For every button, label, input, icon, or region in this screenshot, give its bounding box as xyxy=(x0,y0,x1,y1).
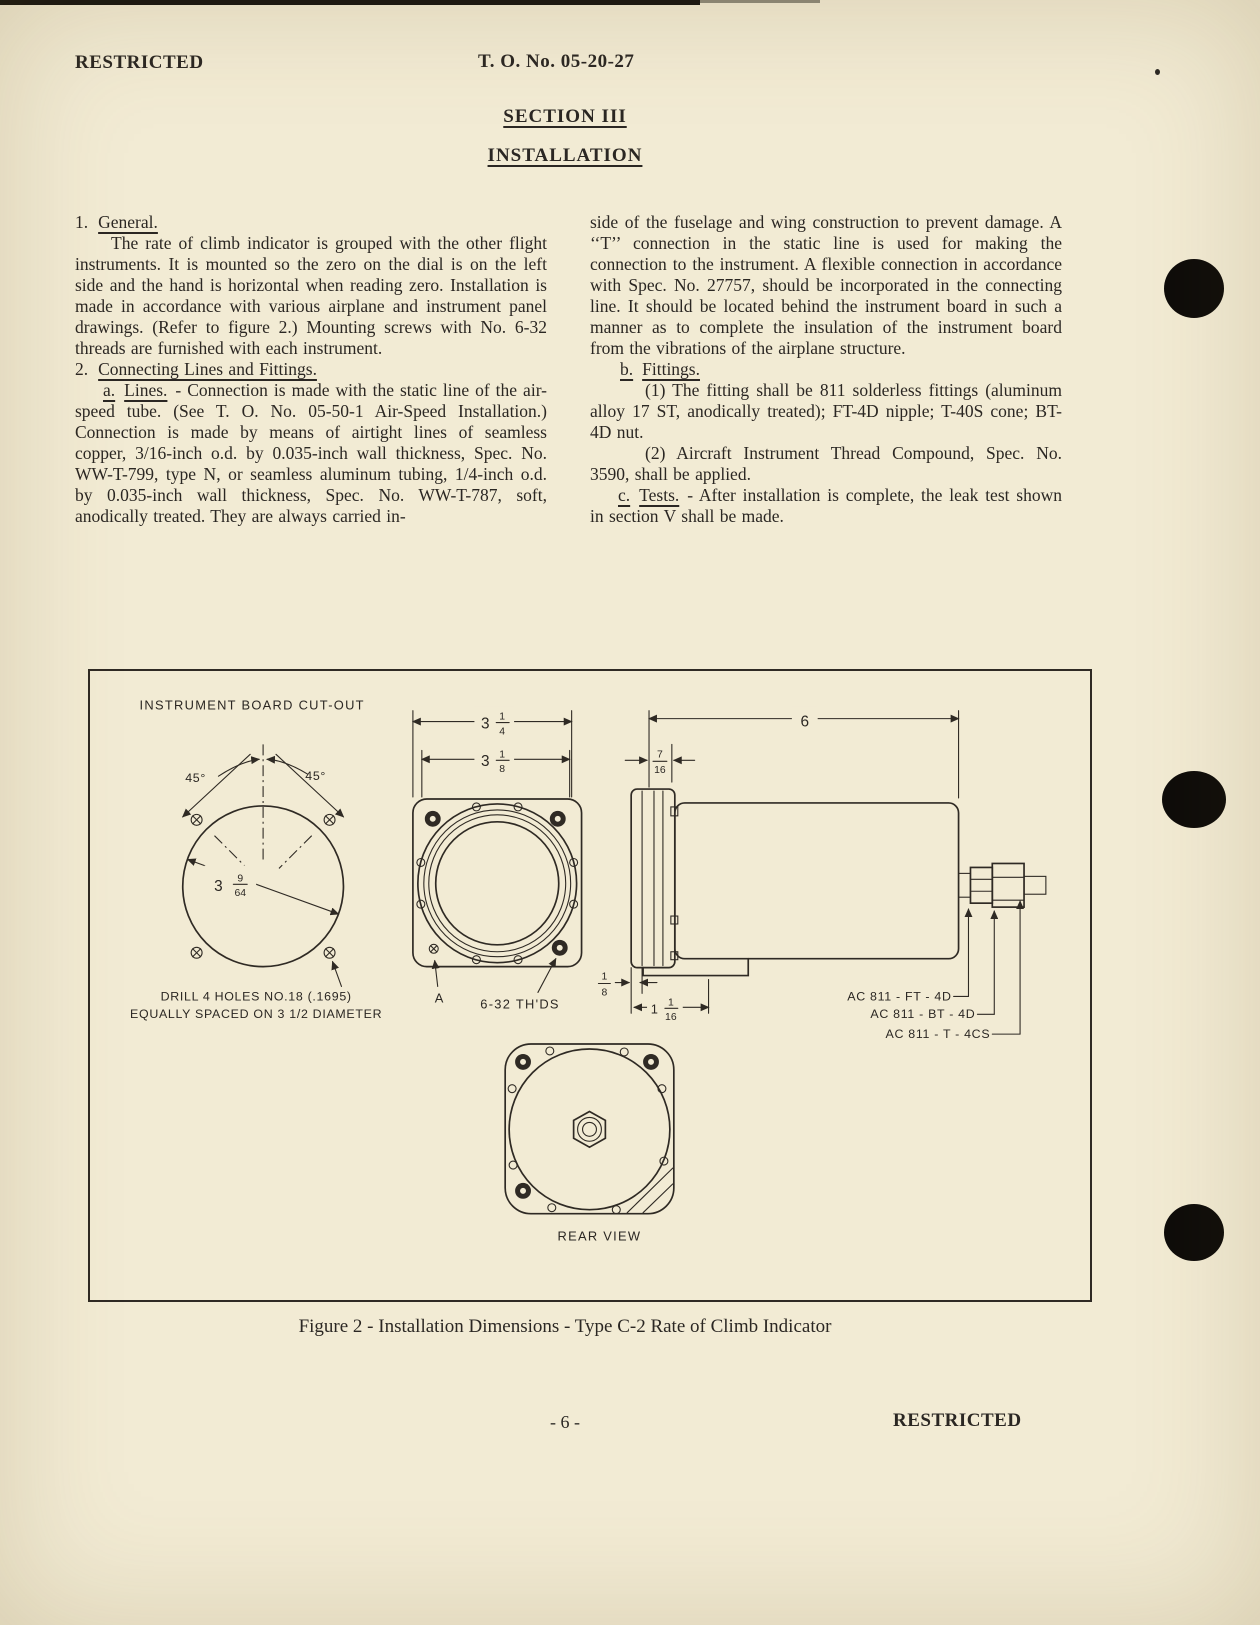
footer-classification: RESTRICTED xyxy=(893,1410,1022,1431)
paragraph-general: The rate of climb indicator is grouped with the other flight instruments. It is mounted so the zero on the dial is on the left side and the hand is horizontal when reading zero. Installation is made in accordance with various airplane and instrument panel drawings. (Refer to figure 2.) Mounting screws with No. 6-32 threads are furnished with each instrument. xyxy=(75,233,547,358)
para-text: - After installation is complete, the leak test shown in section V shall be made. xyxy=(590,485,1062,526)
drill-note-line2: EQUALLY SPACED ON 3 1/2 DIAMETER xyxy=(130,1007,383,1022)
para-word: Lines. xyxy=(124,380,168,400)
para-letter: c. xyxy=(618,485,631,505)
mounting-hole xyxy=(324,814,335,825)
punch-hole-top xyxy=(1164,259,1224,318)
diameter-whole: 3 xyxy=(214,878,223,896)
dim-3125-whole: 3 xyxy=(481,753,490,771)
dim-flange-num: 1 xyxy=(601,971,608,983)
para-text: - Connection is made with the static line of the air-speed tube. (See T. O. No. 05-50-1 Air-Speed Installation.) Connection is made by means of airtight lines of seamless copper, 3/16-inch o.d. by 0.035-inch wall thickness, Spec. No. WW-T-799, type N, or seamless aluminum tubing, 1/4-inch o.d. by 0.035-inch wall thickness, Spec. No. WW-T-787, soft, anodically treated. They are always carried in- xyxy=(75,380,547,526)
cutout-view xyxy=(130,698,382,1022)
header-classification: RESTRICTED xyxy=(75,52,204,73)
rear-view-label: REAR VIEW xyxy=(557,1228,642,1244)
ink-speck xyxy=(1155,69,1160,75)
heading-word: General. xyxy=(98,212,158,232)
punch-hole-bottom xyxy=(1164,1204,1224,1261)
dim-bezel-den: 16 xyxy=(654,765,666,777)
paragraph-continuation: side of the fuselage and wing construction to prevent damage. A ‘‘T’’ connection in the static line is used for making the connection to the instrument. A flexible connection in accordance with Spec. No. 27757, should be incorporated in the connecting line. It should be located behind the instrument board in such a manner as to complete the insulation of the instrument board from the vibrations of the airplane structure. xyxy=(590,212,1062,358)
figure-box xyxy=(88,669,1092,1302)
diameter-numerator: 9 xyxy=(237,873,244,885)
label-a: A xyxy=(434,990,445,1006)
dim-3125-num: 1 xyxy=(499,749,506,761)
header-document-number: T. O. No. 05-20-27 xyxy=(478,51,635,72)
mounting-hole xyxy=(191,947,202,958)
corner-screw xyxy=(515,1054,659,1199)
para-word: Tests. xyxy=(639,485,680,505)
dim-offset-num: 1 xyxy=(667,997,674,1009)
column-right xyxy=(590,212,1062,527)
dim-325-den: 4 xyxy=(499,726,506,738)
section-heading-text: SECTION III xyxy=(503,106,627,127)
diameter-denominator: 64 xyxy=(234,888,247,900)
heading-connecting-lines xyxy=(75,359,547,380)
dim-bezel-num: 7 xyxy=(657,749,663,761)
label-threads: 6-32 TH'DS xyxy=(480,996,560,1012)
corner-screw xyxy=(425,811,568,956)
center-hex-nut xyxy=(574,1111,606,1147)
heading-word: Connecting Lines and Fittings. xyxy=(98,359,317,379)
heading-word: Fittings. xyxy=(642,359,700,379)
heading-general xyxy=(75,212,547,233)
heading-number: 1. xyxy=(75,212,89,232)
column-left xyxy=(75,212,547,527)
paragraph-fittings-2: (2) Aircraft Instrument Thread Compound, Spec. No. 3590, shall be applied. xyxy=(590,443,1062,484)
fitting-label-t4cs: AC 811 - T - 4CS xyxy=(885,1027,991,1042)
mounting-hole xyxy=(324,947,335,958)
scan-edge-artifact-faint xyxy=(700,0,820,3)
fitting-label-bt4d: AC 811 - BT - 4D xyxy=(870,1007,976,1022)
mounting-hole xyxy=(191,814,202,825)
heading-fittings xyxy=(590,359,1062,380)
page-number: - 6 - xyxy=(550,1412,580,1432)
dim-3125-den: 8 xyxy=(499,764,506,776)
rear-view xyxy=(505,1044,674,1243)
fitting-label-ft4d: AC 811 - FT - 4D xyxy=(847,989,952,1004)
angle-label-right: 45° xyxy=(305,769,327,784)
figure-caption: Figure 2 - Installation Dimensions - Type C-2 Rate of Climb Indicator xyxy=(298,1316,832,1337)
paragraph-fittings-1: (1) The fitting shall be 811 solderless fittings (aluminum alloy 17 ST, anodically treated); FT-4D nipple; T-40S cone; BT-4D nut. xyxy=(590,380,1062,442)
section-heading xyxy=(0,106,1130,128)
angle-label-left: 45° xyxy=(185,771,207,786)
paragraph-lines xyxy=(75,380,547,527)
heading-number: 2. xyxy=(75,359,89,379)
para-letter: a. xyxy=(103,380,116,400)
dim-flange-den: 8 xyxy=(601,987,608,999)
dim-offset-whole: 1 xyxy=(650,1001,660,1017)
static-line-fitting xyxy=(959,863,1046,907)
side-view xyxy=(598,707,1045,1041)
dim-325-whole: 3 xyxy=(481,715,490,733)
paragraph-tests xyxy=(590,485,1062,527)
para-letter: b. xyxy=(620,359,634,379)
scan-edge-artifact xyxy=(0,0,700,5)
installation-drawing xyxy=(90,671,1089,1299)
cutout-title: INSTRUMENT BOARD CUT-OUT xyxy=(139,697,365,713)
dim-offset-den: 16 xyxy=(665,1012,677,1024)
section-subheading xyxy=(0,145,1130,167)
punch-hole-middle xyxy=(1162,771,1226,828)
section-subheading-text: INSTALLATION xyxy=(487,145,643,166)
dim-325-num: 1 xyxy=(499,711,506,723)
drill-note-line1: DRILL 4 HOLES NO.18 (.1695) xyxy=(160,989,352,1004)
front-view xyxy=(413,707,582,1012)
dim-length: 6 xyxy=(800,713,810,731)
